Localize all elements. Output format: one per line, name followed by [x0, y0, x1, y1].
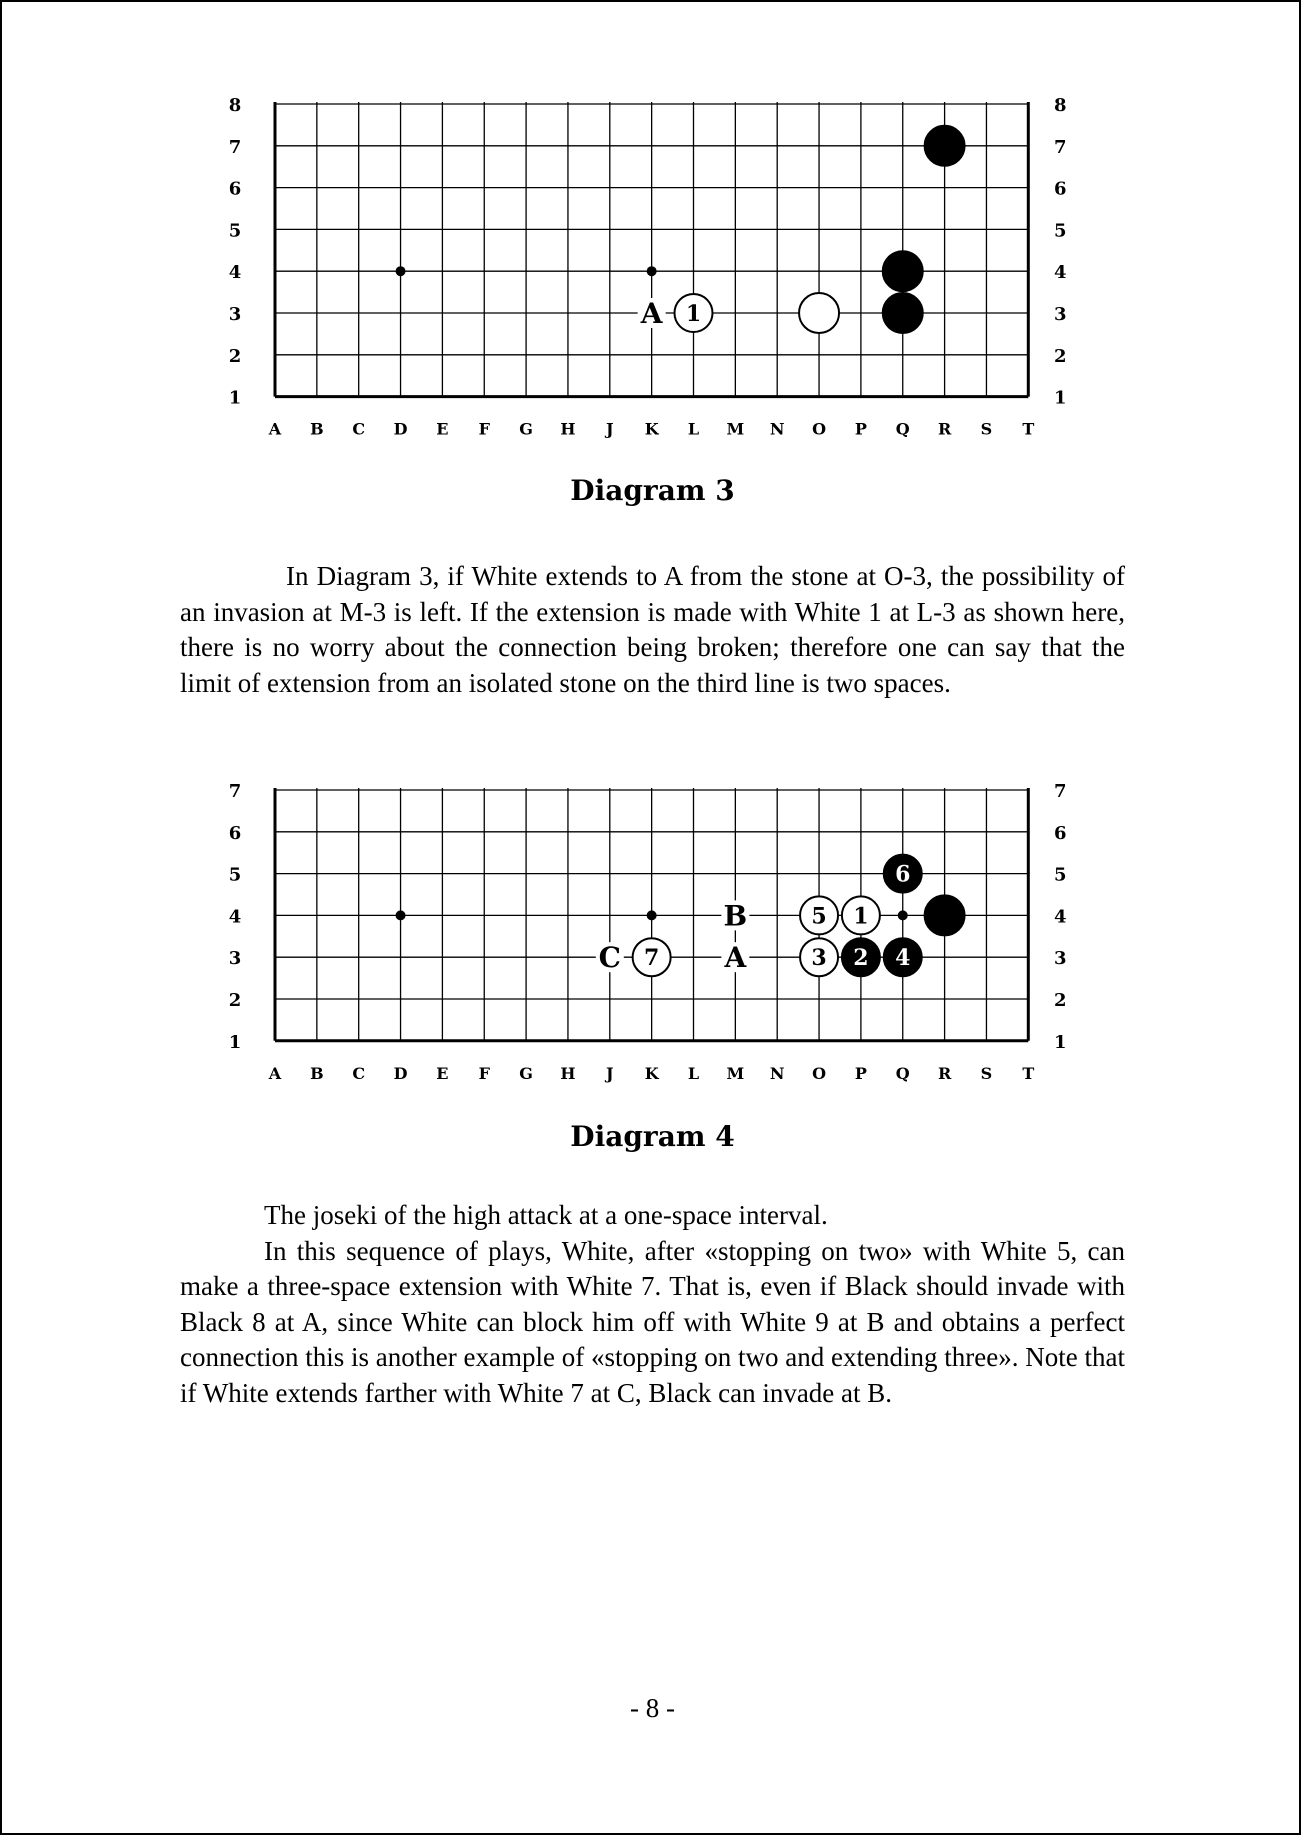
diagram-3-grid [275, 102, 1028, 397]
diagram-4-row-label-right: 3 [1054, 948, 1067, 970]
diagram-3-stone-white [799, 293, 839, 333]
diagram-4-stone-number: 1 [853, 903, 869, 930]
diagram-3-board [215, 88, 1090, 518]
paragraph-1: In Diagram 3, if White extends to A from the stone at O-3, the possibility of an invasion at M-3 is left. If the extension is made with White 1 at L-3 as shown here, there is no worry about the connection being broken; therefore one can say that the limit of extension from an isolated stone on the third line is two spaces. [180, 561, 1125, 698]
diagram-3-stone-number: 1 [685, 301, 702, 327]
diagram-3-stone-black [883, 293, 923, 333]
diagram-4-stone-number: 4 [895, 945, 911, 972]
diagram-4-col-label: K [644, 1063, 659, 1083]
diagram-4-col-label: C [352, 1063, 366, 1083]
paragraph-diagram-3 [180, 559, 1125, 701]
diagram-3-row-label-right: 3 [1054, 304, 1067, 325]
diagram-3-row-label-right: 1 [1054, 387, 1067, 409]
diagram-4-col-label: H [560, 1063, 576, 1083]
diagram-3-col-label: H [560, 419, 576, 439]
diagram-4-col-label: Q [895, 1063, 910, 1083]
paragraph-3: In this sequence of plays, White, after «stopping on two» with White 5, can make a three-space extension with White 7. That is, even if Black should invade with Black 8 at A, since White can block him off with White 9 at B and obtains a perfect connection this is another example of «stopping on two and extending three». Note that if White extends farther with White 7 at C, Black can invade at B. [180, 1235, 1125, 1408]
diagram-4-hoshi [898, 910, 908, 920]
diagram-4-hoshi [396, 910, 406, 920]
diagram-3-row-label-right: 4 [1054, 262, 1067, 284]
diagram-3-row-label-left: 6 [228, 178, 242, 200]
diagram-4-col-label: D [393, 1063, 408, 1083]
diagram-3-row-label-right: 6 [1054, 178, 1067, 200]
diagram-4-row-label-right: 5 [1054, 864, 1067, 886]
diagram-4-row-label-left: 2 [228, 990, 242, 1011]
diagram-3-row-label-right: 2 [1054, 345, 1067, 367]
diagram-3-col-label: D [393, 419, 408, 439]
diagram-3-col-label: A [268, 419, 282, 439]
diagram-4-stone-number: 5 [811, 903, 827, 930]
diagram-4-stone-number: 3 [811, 945, 827, 972]
diagram-3-row-label-right: 5 [1054, 220, 1067, 242]
diagram-4-row-label-left: 1 [228, 1031, 242, 1053]
diagram-3-col-label: R [937, 419, 952, 439]
diagram-4-row-label-right: 7 [1054, 781, 1067, 802]
diagram-3-col-label: K [644, 419, 659, 439]
diagram-3-col-label: B [310, 419, 324, 439]
diagram-4-marker-c: C [598, 941, 621, 975]
diagram-3-col-label: G [519, 419, 533, 439]
diagram-3-row-label-left: 8 [228, 95, 242, 116]
diagram-4-col-label: F [478, 1063, 490, 1083]
diagram-4-col-label: N [769, 1063, 785, 1083]
diagram-4-col-label: P [854, 1063, 867, 1083]
diagram-4-col-label: L [687, 1063, 700, 1083]
diagram-4-row-label-right: 1 [1054, 1031, 1067, 1053]
diagram-4-row-label-left: 7 [228, 781, 242, 802]
diagram-4-row-label-left: 5 [228, 864, 242, 886]
diagram-4-row-label-left: 3 [228, 948, 242, 970]
diagram-3-row-label-left: 7 [228, 136, 242, 158]
diagram-4-col-label: R [937, 1063, 952, 1083]
page-number: - 8 - [630, 1693, 675, 1723]
diagram-4-row-label-left: 4 [228, 906, 242, 928]
diagram-4-stone-number: 7 [643, 945, 660, 972]
diagram-3-stone-black [883, 251, 923, 291]
diagram-3-caption: Diagram 3 [570, 474, 735, 507]
diagram-4-marker-b: B [723, 899, 748, 933]
diagram-3-row-label-left: 4 [228, 262, 242, 284]
diagram-3-row-label-left: 1 [228, 387, 242, 409]
diagram-3-hoshi [396, 266, 406, 276]
diagram-4-stone-black [925, 895, 965, 935]
diagram-3-col-label: F [478, 419, 490, 439]
diagram-4-col-label: O [812, 1063, 827, 1083]
diagram-4-row-label-right: 2 [1054, 990, 1067, 1011]
diagram-3-row-label-left: 3 [228, 304, 242, 325]
diagram-4-col-label: G [519, 1063, 533, 1083]
diagram-4-row-label-right: 6 [1054, 822, 1067, 844]
diagram-4-col-label: S [980, 1063, 993, 1083]
diagram-3-col-label: Q [895, 419, 910, 439]
diagram-3-row-label-left: 2 [228, 345, 242, 367]
diagram-4-col-label: A [268, 1063, 282, 1083]
diagram-3-col-label: E [436, 419, 449, 439]
paragraph-2: The joseki of the high attack at a one-space interval. [264, 1200, 828, 1230]
diagram-3-col-label: O [812, 419, 827, 439]
diagram-4-col-label: M [726, 1063, 745, 1083]
diagram-3-row-label-right: 8 [1054, 95, 1067, 116]
diagram-4-stone-number: 6 [895, 861, 911, 888]
diagram-3-hoshi [647, 266, 657, 276]
diagram-3-col-label: C [352, 419, 366, 439]
diagram-3-col-label: S [980, 419, 993, 439]
diagram-3-col-label: L [687, 419, 700, 439]
diagram-3-marker-a: A [640, 297, 663, 330]
diagram-3-col-label: P [854, 419, 867, 439]
diagram-4-caption: Diagram 4 [570, 1120, 735, 1153]
diagram-3-row-label-left: 5 [228, 220, 242, 242]
diagram-4-row-label-right: 4 [1054, 906, 1067, 928]
diagram-3-stone-black [925, 126, 965, 166]
diagram-4-hoshi [647, 910, 657, 920]
diagram-3-col-label: N [769, 419, 785, 439]
diagram-4-col-label: T [1022, 1063, 1035, 1083]
diagram-4-row-label-left: 6 [228, 822, 242, 844]
diagram-4-marker-a: A [724, 941, 747, 975]
diagram-3-row-label-right: 7 [1054, 136, 1067, 158]
diagram-4 [215, 774, 1090, 1194]
diagram-3-col-label: T [1022, 419, 1035, 439]
diagram-4-col-label: E [436, 1063, 449, 1083]
diagram-4-stone-number: 2 [853, 945, 869, 972]
diagram-3 [215, 88, 1090, 518]
diagram-3-col-label: J [606, 419, 614, 439]
diagram-4-col-label: J [606, 1063, 614, 1083]
paragraph-diagram-4 [180, 1198, 1125, 1411]
diagram-4-col-label: B [310, 1063, 324, 1083]
diagram-3-col-label: M [726, 419, 745, 439]
